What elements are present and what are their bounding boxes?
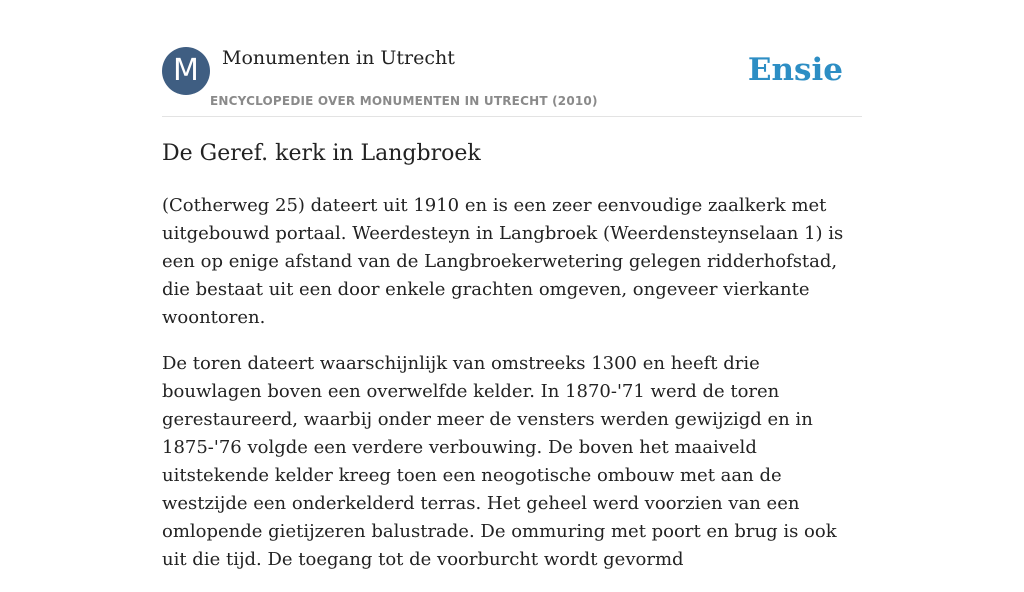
source-subtitle: ENCYCLOPEDIE OVER MONUMENTEN IN UTRECHT (2010) — [210, 94, 598, 108]
page-container — [162, 0, 862, 570]
source-avatar[interactable]: M — [162, 47, 210, 95]
ensie-logo[interactable]: Ensie — [747, 52, 843, 88]
source-title[interactable]: Monumenten in Utrecht — [222, 47, 455, 69]
article-title: De Geref. kerk in Langbroek — [162, 141, 481, 166]
article-paragraph-1: (Cotherweg 25) dateert uit 1910 en is een zeer eenvoudige zaalkerk met uitgebouwd portaal. Weerdesteyn in Langbroek (Weerdensteynselaan 1) is een op enige afstand van de Langbroekerwetering gelegen ridderhofstad, die bestaat uit een door enkele grachten omgeven, ongeveer vierkante woontoren. — [162, 195, 844, 328]
article-body — [162, 192, 862, 592]
source-header — [162, 0, 862, 117]
article-paragraph-2: De toren dateert waarschijnlijk van omstreeks 1300 en heeft drie bouwlagen boven een overwelfde kelder. In 1870-'71 werd de toren gerestaureerd, waarbij onder meer de vensters werden gewijzigd en in 1875-'76 volgde een verdere verbouwing. De boven het maaiveld uitstekende kelder kreeg toen een neogotische ombouw met aan de westzijde een onderkelderd terras. Het geheel werd voorzien van een omlopende gietijzeren balustrade. De ommuring met poort en brug is ook uit die tijd. De toegang tot de voorburcht wordt gevormd — [162, 353, 837, 570]
